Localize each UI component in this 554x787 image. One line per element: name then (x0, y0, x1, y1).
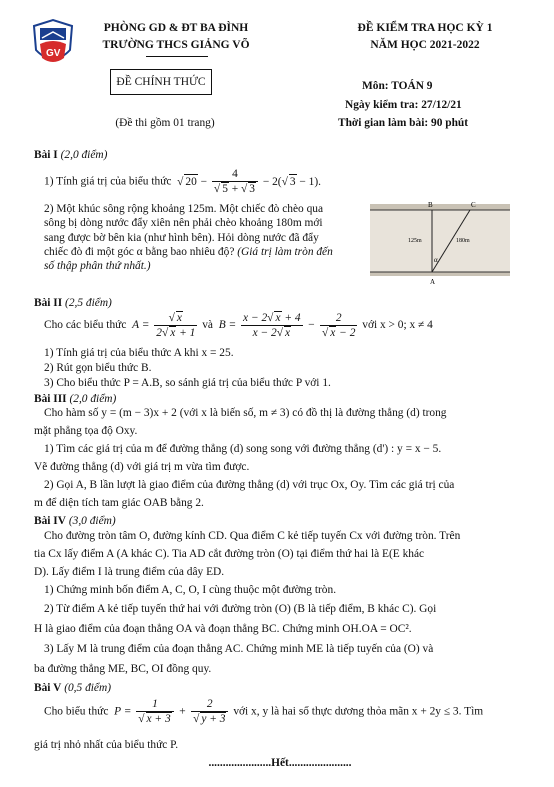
bai4-line: 3) Lấy M là trung điểm của đoạn thẳng AC. Chứng minh ME là tiếp tuyến của (O) và (44, 643, 434, 655)
bai3-line: Cho hàm số y = (m − 3)x + 2 (với x là biến số, m ≠ 3) có đồ thị là đường thẳng (d) trong (44, 407, 447, 419)
bai1-q1 (44, 168, 321, 196)
bai1-q2-block (44, 202, 354, 273)
bai4-heading (34, 514, 116, 528)
end-marker: ......................Hết...................... (208, 757, 352, 769)
bai5-line2: giá trị nhỏ nhất của biểu thức P. (34, 739, 179, 751)
bai1-q2-note: số thập phân thứ nhất.) (44, 260, 151, 272)
bai4-line: tia Cx lấy điểm A (A khác C). Tia AD cắt đường tròn (O) tại điểm thứ hai là E(E khác (34, 548, 425, 560)
river-figure (370, 196, 510, 286)
subject: Môn: TOÁN 9 (362, 80, 433, 92)
fig-label-b: B (428, 201, 433, 209)
bai1-points: (2,0 điểm) (60, 149, 108, 161)
fig-label-length: 180m (456, 238, 470, 244)
bai5-intro: Cho biểu thức (44, 705, 109, 718)
bai3-points: (2,0 điểm) (69, 393, 117, 405)
school-year: NĂM HỌC 2021-2022 (370, 39, 480, 51)
school-name: TRƯỜNG THCS GIẢNG VÕ (102, 39, 250, 51)
bai1-q1-text: 1) Tính giá trị của biểu thức (44, 175, 172, 188)
bai2-and: và (202, 319, 213, 332)
fig-label-width: 125m (408, 238, 422, 244)
bai4-line: 2) Từ điểm A kẻ tiếp tuyến thứ hai với đường tròn (O) (B là tiếp điểm, B khác C). Gọi (44, 603, 437, 615)
fig-label-c: C (471, 201, 476, 209)
bai2-item: 1) Tính giá trị của biểu thức A khi x = 25. (44, 347, 234, 359)
bai1-title: Bài I (34, 149, 58, 161)
bai3-line: Vẽ đường thẳng (d) với giá trị m vừa tìm được. (34, 461, 250, 473)
header-underline (146, 56, 208, 57)
bai1-q2-line: sông bị dòng nước đẩy xiên nên phải chèo khoảng 180m mới (44, 217, 323, 230)
bai1-q2-line: sang được bờ bên kia (như hình bên). Hỏi dòng nước đã đẩy (44, 231, 319, 244)
bai1-q2-note: (Giá trị làm tròn đến (237, 245, 333, 258)
bai1-q2-line: 2) Một khúc sông rộng khoảng 125m. Một chiếc đò chèo qua (44, 203, 324, 215)
bai3-line: m để diện tích tam giác OAB bằng 2. (34, 497, 204, 509)
bai4-title: Bài IV (34, 515, 66, 527)
official-exam-box: ĐỀ CHÍNH THỨC (110, 69, 212, 95)
bai5-condition: với x, y là hai số thực dương thỏa mãn x + 2y ≤ 3. Tìm (233, 705, 484, 718)
bai4-line: H là giao điểm của đoạn thẳng OA và đoạn thẳng BC. Chứng minh OH.OA = OC². (34, 623, 412, 635)
bai5-title: Bài V (34, 682, 62, 694)
bai4-line: ba đường thẳng ME, BC, OI đồng quy. (34, 663, 212, 675)
svg-text:GV: GV (46, 48, 61, 59)
bai2-title: Bài II (34, 297, 63, 309)
bai2-intro: Cho các biểu thức (44, 319, 127, 332)
bai2-points: (2,5 điểm) (65, 297, 112, 309)
bai2-item: 2) Rút gọn biểu thức B. (44, 362, 152, 374)
bai1-heading (34, 148, 107, 162)
bai3-line: mặt phẳng tọa độ Oxy. (34, 425, 138, 437)
bai4-line: 1) Chứng minh bốn điểm A, C, O, I cùng thuộc một đường tròn. (44, 584, 337, 596)
bai2-condition: với x > 0; x ≠ 4 (362, 319, 433, 332)
bai5-points: (0,5 điểm) (64, 682, 112, 694)
exam-duration: Thời gian làm bài: 90 phút (338, 117, 469, 129)
bai3-heading (34, 392, 116, 406)
page-count-note: (Đề thi gồm 01 trang) (115, 117, 215, 129)
bai2-expressions: Cho các biểu thức A = $\frac{√ x}{2√ x + 1}$ và B = $\frac{x - 2√ x + 4}{x - 2√ x}$ − $\frac{2}{√ x - 2}$ với x > 0; x ≠ 4 (44, 311, 433, 340)
bai3-line: 2) Gọi A, B lần lượt là giao điểm của đường thẳng (d) với trục Ox, Oy. Tìm các giá trị của (44, 479, 455, 491)
bai3-title: Bài III (34, 393, 67, 405)
bai2-item: 3) Cho biểu thức P = A.B, so sánh giá trị của biểu thức P với 1. (44, 377, 331, 389)
fig-label-alpha: α (434, 256, 438, 264)
bai4-line: Cho đường tròn tâm O, đường kính CD. Qua điểm C kẻ tiếp tuyến Cx với đường tròn. Trên (44, 530, 461, 542)
exam-title: ĐỀ KIỂM TRA HỌC KỲ 1 (357, 22, 493, 34)
school-logo-icon (30, 18, 76, 70)
bai1-q2-line: chiếc đò đi một góc α bằng bao nhiêu độ? (44, 245, 235, 258)
bai2-heading (34, 296, 112, 310)
bai3-line: 1) Tìm các giá trị của m để đường thẳng (d) song song với đường thẳng (d') : y = x − 5. (44, 443, 442, 455)
department-name: PHÒNG GD & ĐT BA ĐÌNH (103, 22, 249, 34)
bai1-q1-expression: √ 20 − $\frac{4}{√ 5 + √ 3}$ − 2(√ 3 − 1). (174, 168, 321, 196)
bai4-points: (3,0 điểm) (68, 515, 116, 527)
bai4-line: D). Lấy điểm I là trung điểm của dây ED. (34, 566, 225, 578)
fig-label-a: A (430, 278, 436, 286)
bai5-heading (34, 681, 111, 695)
bai5-expression: Cho biểu thức P = $\frac{1}{√ x + 3}$ + $\frac{2}{√ y + 3}$ với x, y là hai số thực dương thỏa mãn x + 2y ≤ 3. Tìm (44, 698, 484, 726)
exam-date: Ngày kiểm tra: 27/12/21 (345, 99, 462, 111)
